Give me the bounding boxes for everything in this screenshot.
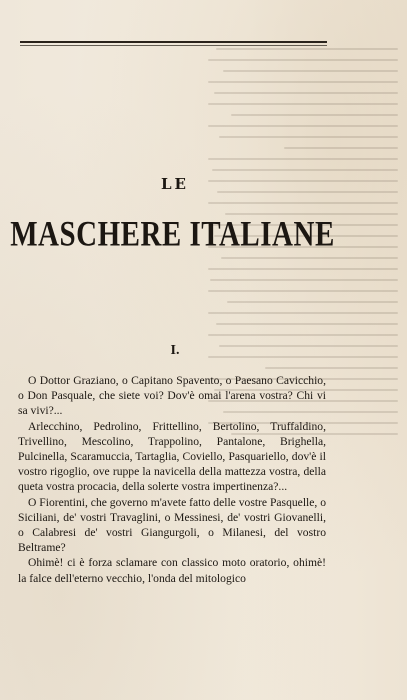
- paragraph: O Dottor Graziano, o Capitano Spavento, o Paesano Cavicchio, o Don Pasquale, che siete voi? Dov'è omai l'arena vostra? Chi vi sa vivi?...: [18, 374, 326, 418]
- section-number: I.: [170, 343, 180, 358]
- body-text: [18, 373, 326, 586]
- paragraph: O Fiorentini, che governo m'avete fatto delle vostre Pasquelle, o Siciliani, de' vostri Travaglini, o Messinesi, de' vostri Giovanelli, o Calabresi de' vostri Giangurgoli, o Milanesi, del vostro Beltrame?: [18, 495, 326, 555]
- paragraph: Ohimè! ci è forza sclamare con classico moto oratorio, ohimè! la falce dell'eterno vecchio, l'onda del mitologico: [18, 556, 326, 585]
- title-prefix: LE: [161, 175, 189, 193]
- header-rule-thin: [20, 45, 327, 46]
- paragraph: Arlecchino, Pedrolino, Frittellino, Bertolino, Truffaldino, Trivellino, Mescolino, Trappolino, Pantalone, Brighella, Pulcinella, Scaramuccia, Tartaglia, Coviello, Pasquariello, dov'è il vostro rigoglio, ove ruppe la navicella della mattezza vostra, della queta vostra procacia, della solerte vostra impertinenza?...: [18, 419, 326, 494]
- page-title: MASCHERE ITALIANE: [10, 214, 335, 254]
- header-rule: [20, 41, 327, 43]
